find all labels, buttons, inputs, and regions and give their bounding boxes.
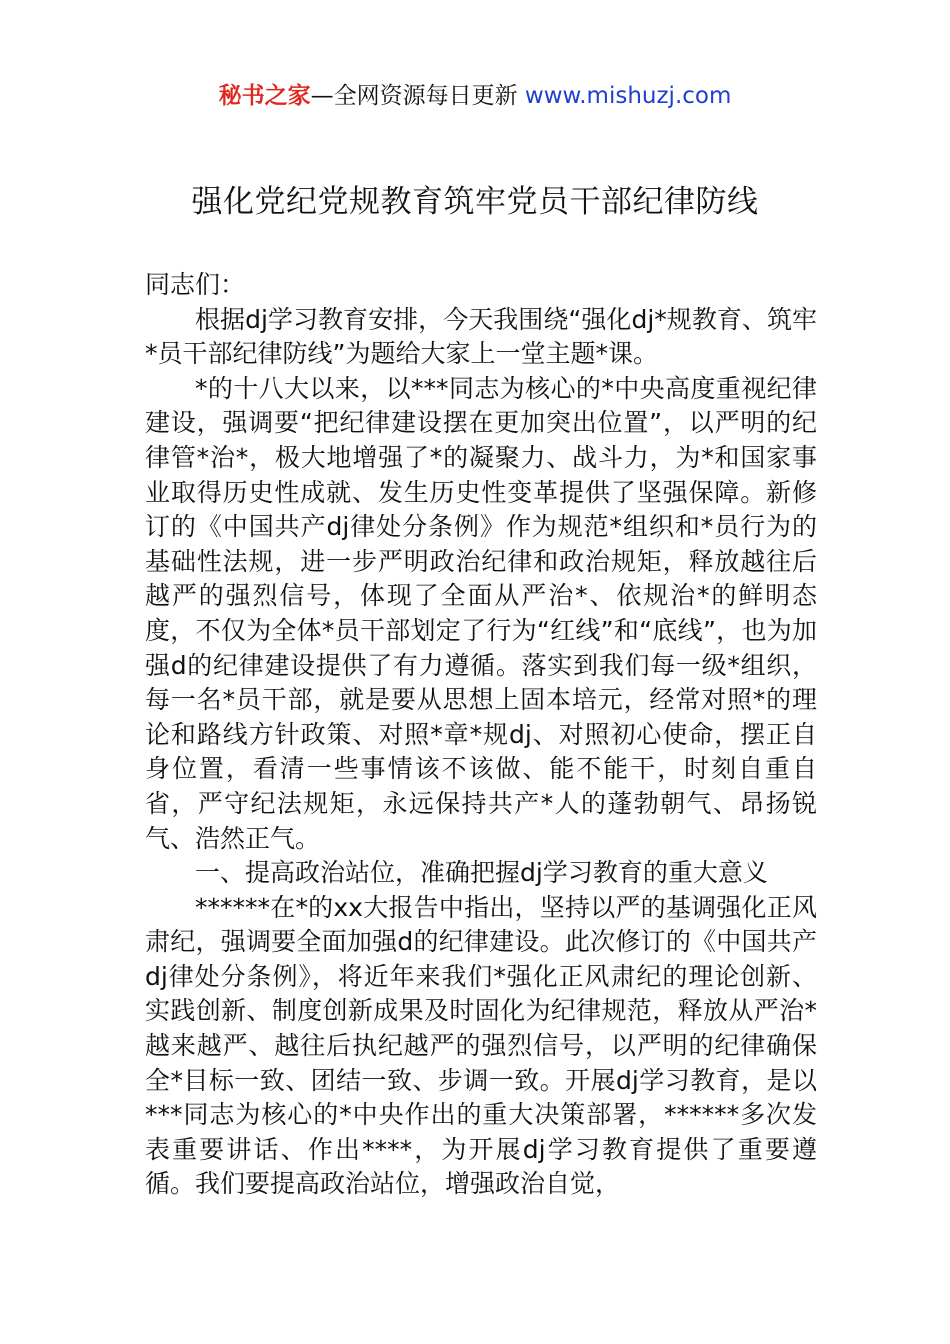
brand-name: 秘书之家	[218, 83, 311, 109]
document-title: 强化党纪党规教育筑牢党员干部纪律防线	[191, 184, 759, 220]
site-banner	[0, 80, 950, 112]
section-heading-1: 一、提高政治站位，准确把握dj学习教育的重大意义	[195, 858, 768, 888]
salutation: 同志们：	[145, 270, 246, 299]
paragraph-background: *的十八大以来，以***同志为核心的*中央高度重视纪律建设，强调要“把纪律建设摆在更加突出位置”，以严明的纪律管*治*，极大地增强了*的凝聚力、战斗力，为*和国家事业取得历史性成就、发生历史性变革提供了坚强保障。新修订的《中国共产dj律处分条例》作为规范*组织和*员行为的基础性法规，进一步严明政治纪律和政治规矩，释放越往后越严的强烈信号，体现了全面从严治*、依规治*的鲜明态度，不仅为全体*员干部划定了行为“红线”和“底线”，也为加强d的纪律建设提供了有力遵循。落实到我们每一级*组织，每一名*员干部，就是要从思想上固本培元，经常对照*的理论和路线方针政策、对照*章*规dj、对照初心使命，摆正自身位置，看清一些事情该不该做、能不能干，时刻自重自省，严守纪法规矩，永远保持共产*人的蓬勃朝气、昂扬锐气、浩然正气。	[145, 373, 817, 853]
paragraph-section-1: ******在*的xx大报告中指出，坚持以严的基调强化正风肃纪，强调要全面加强d的纪律建设。此次修订的《中国共产dj律处分条例》，将近年来我们*强化正风肃纪的理论创新、实践创新、制度创新成果及时固化为纪律规范，释放从严治*越来越严、越往后执纪越严的强烈信号，以严明的纪律确保全*目标一致、团结一致、步调一致。开展dj学习教育，是以***同志为核心的*中央作出的重大决策部署，******多次发表重要讲话、作出****，为开展dj学习教育提供了重要遵循。我们要提高政治站位，增强政治自觉，	[145, 892, 817, 1199]
banner-slogan: —全网资源每日更新	[310, 83, 518, 109]
site-url-link[interactable]: www.mishuzj.com	[524, 83, 732, 109]
paragraph-intro: 根据dj学习教育安排，今天我围绕“强化dj*规教育、筑牢*员干部纪律防线”为题给大家上一堂主题*课。	[145, 304, 817, 369]
document-body	[145, 268, 817, 1202]
